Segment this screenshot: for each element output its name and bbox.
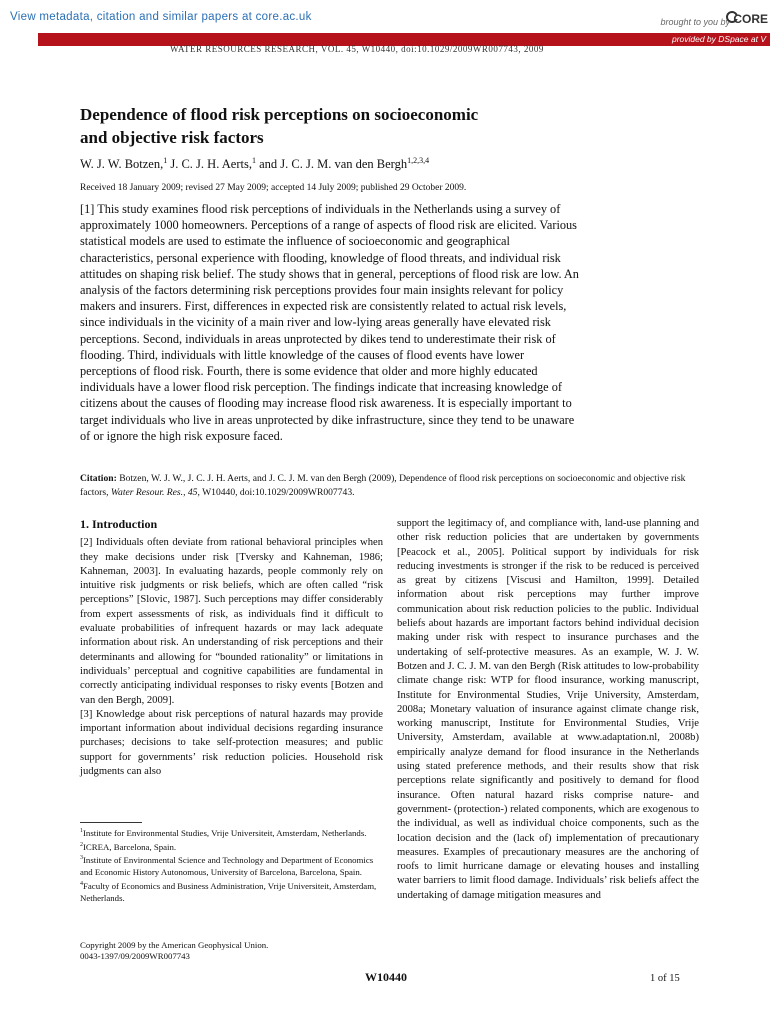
citation-journal: Water Resour. Res.	[110, 487, 184, 498]
core-logo[interactable]: CORE	[733, 12, 768, 26]
citation-end: , W10440, doi:10.1029/2009WR007743.	[197, 487, 355, 498]
journal-header: WATER RESOURCES RESEARCH, VOL. 45, W10440, doi:10.1029/2009WR007743, 2009	[170, 44, 544, 54]
footnote-divider	[80, 822, 142, 823]
paragraph-3: [3] Knowledge about risk perceptions of natural hazards may provide important information about individual decisions regarding insurance purchases; decisions to take self-protection measures; and public support for governments’ risk reduction policies. Household risk judgments can also	[80, 708, 383, 778]
author-list	[80, 156, 429, 172]
right-column-text: support the legitimacy of, and compliance with, land-use planning and other risk reduction policies that are undertaken by governments [Peacock et al., 2005]. Political support by individuals for risk reducing investments is stronger if the risk to be reduced is perceived as great by citizens [Viscusi and Hamilton, 1999]. Detailed information about risk perceptions may further improve communication about risk reduction policies to the public. Individual beliefs about hazards are important factors behind individual decision making under risk with respect to insurance purchases and the undertaking of self-protective measures. As an example, W. J. W. Botzen and J. C. J. M. van den Bergh (Risk attitudes to low-probability climate change risk: WTP for flood insurance, working manuscript, Institute for Environmental Studies, Vrije University, Amsterdam, 2008a; Monetary valuation of insurance against climate change risk, working manuscript, Institute for Environmental Studies, Vrije University, Amsterdam, available at www.adaptation.nl, 2008b) empirically analyze demand for flood insurance in the Netherlands using stated preference methods, and their results show that risk perceptions relate significantly and positively to demand for flood insurance. Often natural hazard risks comprise nature- and government- (protection-) related components, which are exogenous to the individual, as well as individual choice components, such as the location decision and the (lack of) implementation of precautionary measures. Examples of precautionary measures are the anchoring of roofs to limit hurricane damage or elevating houses and installing water barriers to limit flood damage. Individuals’ risk beliefs affect the undertaking of damage mitigation measures and	[397, 518, 699, 901]
footnote: $^1$Institute for Environmental Studies, Vrije Universiteit, Amsterdam, Netherlands.	[80, 827, 367, 838]
section-heading: 1. Introduction	[80, 517, 158, 531]
page-number: 1 of 15	[650, 973, 680, 984]
core-metadata-link[interactable]: View metadata, citation and similar papers at core.ac.uk	[10, 11, 312, 23]
provided-by-link[interactable]: provided by DSpace at V	[671, 34, 766, 44]
abstract	[80, 201, 580, 444]
citation-label: Citation:	[80, 473, 117, 484]
author-1-affil: 1	[163, 156, 168, 165]
author-1: W. J. W. Botzen,	[80, 157, 164, 172]
paper-title	[80, 103, 680, 149]
citation-block	[80, 472, 690, 500]
citation-sep: ,	[183, 487, 186, 498]
abstract-marker: [1]	[80, 202, 95, 216]
footnote: $^2$ICREA, Barcelona, Spain.	[80, 841, 177, 852]
abstract-text: This study examines flood risk perceptions of individuals in the Netherlands using a survey of approximately 1000 homeowners. Perceptions of a range of aspects of flood risk are elicited. Various statistical models are used to estimate the influence of socioeconomic and geographical characteristics, personal experience with flooding, knowledge of flood threats, and individual risk attitudes on shaping risk belief. The study shows that in general, perceptions of flood risk are low. An analysis of the factors determining risk perceptions provides four main insights relevant for policy makers and insurers. First, differences in expected risk are consistently related to actual risk levels, since individuals in the vicinity of a main river and low-lying areas generally have elevated risk perceptions. Second, individuals in areas unprotected by dikes tend to underestimate their risk of flooding. Third, individuals with little knowledge of the causes of flood events have lower perceptions of flood risk. Fourth, there is some evidence that older and more highly educated individuals have a lower flood risk perception. The findings indicate that increasing knowledge of citizens about the causes of flooding may increase flood risk awareness. It is especially important to target individuals who live in areas unprotected by dike infrastructure, since they tend to be unaware of or ignore the high risk exposure faced.	[80, 202, 579, 443]
article-id: W10440	[365, 970, 407, 984]
brought-by-label: brought to you by	[660, 17, 730, 27]
citation-text: Botzen, W. J. W., J. C. J. H. Aerts, and J. C. J. M. van den Bergh (2009), Dependence of flood risk perceptions on socioeconomic and objective risk factors,	[80, 473, 686, 498]
paragraph-2: [2] Individuals often deviate from rational behavioral principles when they make decisions under risk [Tversky and Kahneman, 1986; Kahneman, 2003]. In evaluating hazards, people commonly rely on intuitive risk judgments or risk beliefs, which are often called “risk perceptions” [Slovic, 1987]. Such perceptions may differ considerably from expert assessments of risk, as individuals find it difficult to evaluate probabilities of infrequent hazards or may lack adequate information about risk. An understanding of risk perceptions and their determinants and allowing for “bounded rationality” or limitations in individuals’ perceptual and cognitive capabilities are fundamental in correctly anticipating individual responses to risky events [Botzen and van den Bergh, 2009].	[80, 537, 383, 706]
author-2: J. C. J. H. Aerts,	[167, 157, 252, 172]
core-banner	[0, 0, 770, 36]
right-column	[397, 517, 699, 903]
title-line-2: and objective risk factors	[80, 128, 264, 147]
author-3-affil: 1,2,3,4	[407, 156, 430, 165]
issn-line: 0043-1397/09/2009WR007743	[80, 951, 190, 961]
footnote: $^3$Institute of Environmental Science and Technology and Department of Economics and Economic History Autonomous, University of Barcelona, Barcelona, Spain.	[80, 855, 374, 878]
copyright-line: Copyright 2009 by the American Geophysical Union.	[80, 940, 269, 950]
footnote: $^4$Faculty of Economics and Business Administration, Vrije Universiteit, Amsterdam, Netherlands.	[80, 880, 377, 903]
title-line-1: Dependence of flood risk perceptions on socioeconomic	[80, 105, 479, 124]
received-dates: Received 18 January 2009; revised 27 May 2009; accepted 14 July 2009; published 29 October 2009.	[80, 183, 467, 193]
citation-volume: 45	[187, 487, 198, 498]
author-2-affil: 1	[251, 156, 256, 165]
copyright	[80, 940, 268, 962]
author-3: and J. C. J. M. van den Bergh	[255, 157, 408, 172]
footnotes	[80, 826, 383, 904]
left-column	[80, 517, 383, 779]
